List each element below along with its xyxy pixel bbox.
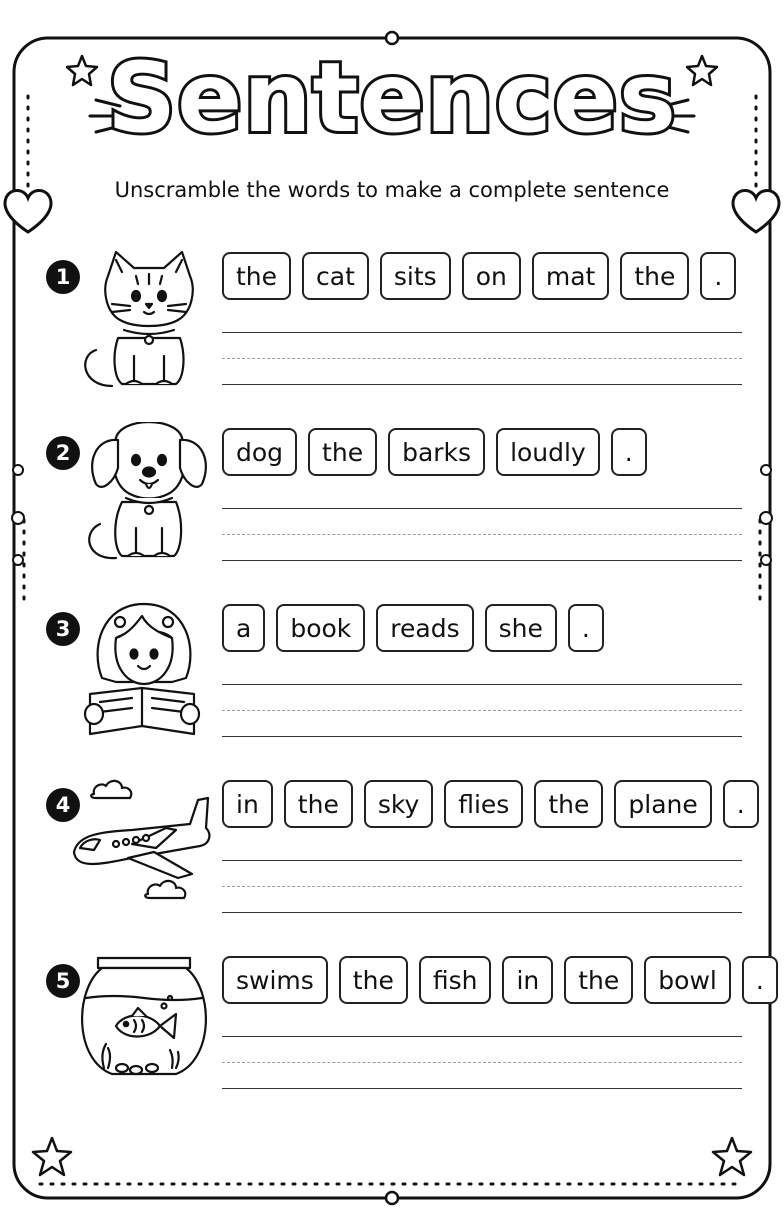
exercise-4: [38, 774, 758, 944]
word-chip[interactable]: sky: [364, 780, 433, 828]
airplane-icon: [72, 774, 212, 924]
word-chip[interactable]: cat: [302, 252, 369, 300]
top-line: [222, 332, 742, 333]
top-line: [222, 508, 742, 509]
baseline: [222, 912, 742, 913]
fishbowl-icon: [72, 950, 212, 1100]
baseline: [222, 560, 742, 561]
word-chip[interactable]: bowl: [644, 956, 731, 1004]
period-chip[interactable]: .: [742, 956, 778, 1004]
word-chip[interactable]: the: [284, 780, 353, 828]
cloud-icon: [145, 881, 185, 898]
word-chip[interactable]: loudly: [496, 428, 600, 476]
top-line: [222, 1036, 742, 1037]
cat-icon: [72, 246, 212, 396]
answer-writing-lines[interactable]: [222, 320, 742, 390]
word-chip[interactable]: fish: [419, 956, 492, 1004]
period-chip[interactable]: .: [700, 252, 736, 300]
word-chip[interactable]: dog: [222, 428, 297, 476]
word-chips: [222, 604, 604, 656]
cloud-icon: [91, 781, 131, 798]
word-chip[interactable]: the: [534, 780, 603, 828]
answer-writing-lines[interactable]: [222, 496, 742, 566]
worksheet-instructions: Unscramble the words to make a complete sentence: [114, 178, 670, 202]
word-chip[interactable]: mat: [532, 252, 609, 300]
midline: [222, 1062, 742, 1063]
exercise-5: [38, 950, 764, 1120]
baseline: [222, 736, 742, 737]
word-chip[interactable]: the: [339, 956, 408, 1004]
midline: [222, 534, 742, 535]
word-chip[interactable]: swims: [222, 956, 328, 1004]
midline: [222, 710, 742, 711]
word-chip[interactable]: sits: [380, 252, 451, 300]
period-chip[interactable]: .: [568, 604, 604, 652]
word-chips: [222, 780, 759, 832]
word-chip[interactable]: flies: [444, 780, 523, 828]
exercise-3: [38, 598, 758, 768]
answer-writing-lines[interactable]: [222, 1024, 742, 1094]
word-chip[interactable]: a: [222, 604, 265, 652]
answer-writing-lines[interactable]: [222, 672, 742, 742]
girl-reading-book-icon: [72, 598, 212, 748]
exercise-number: 2: [46, 436, 80, 470]
word-chip[interactable]: the: [564, 956, 633, 1004]
word-chip[interactable]: the: [308, 428, 377, 476]
baseline: [222, 384, 742, 385]
word-chip[interactable]: book: [276, 604, 365, 652]
midline: [222, 358, 742, 359]
exercise-number: 1: [46, 260, 80, 294]
exercise-number: 5: [46, 964, 80, 998]
worksheet-title: Sentences: [106, 42, 678, 154]
baseline: [222, 1088, 742, 1089]
word-chip[interactable]: barks: [388, 428, 485, 476]
word-chip[interactable]: on: [462, 252, 521, 300]
dog-icon: [72, 422, 212, 572]
word-chip[interactable]: the: [222, 252, 291, 300]
bottom-right-star-icon: [713, 1138, 751, 1175]
exercise-number: 4: [46, 788, 80, 822]
word-chip[interactable]: plane: [614, 780, 711, 828]
word-chip[interactable]: she: [485, 604, 557, 652]
word-chips: [222, 252, 736, 304]
period-chip[interactable]: .: [611, 428, 647, 476]
word-chips: [222, 428, 647, 480]
period-chip[interactable]: .: [723, 780, 759, 828]
exercise-2: [38, 422, 758, 592]
bottom-ornament: [386, 1192, 398, 1204]
word-chip[interactable]: in: [222, 780, 273, 828]
word-chip[interactable]: in: [502, 956, 553, 1004]
word-chip[interactable]: reads: [376, 604, 473, 652]
word-chip[interactable]: the: [620, 252, 689, 300]
bottom-left-star-icon: [33, 1138, 71, 1175]
word-chips: [222, 956, 778, 1008]
top-line: [222, 684, 742, 685]
answer-writing-lines[interactable]: [222, 848, 742, 918]
exercise-number: 3: [46, 612, 80, 646]
exercise-1: [38, 246, 758, 416]
top-line: [222, 860, 742, 861]
midline: [222, 886, 742, 887]
